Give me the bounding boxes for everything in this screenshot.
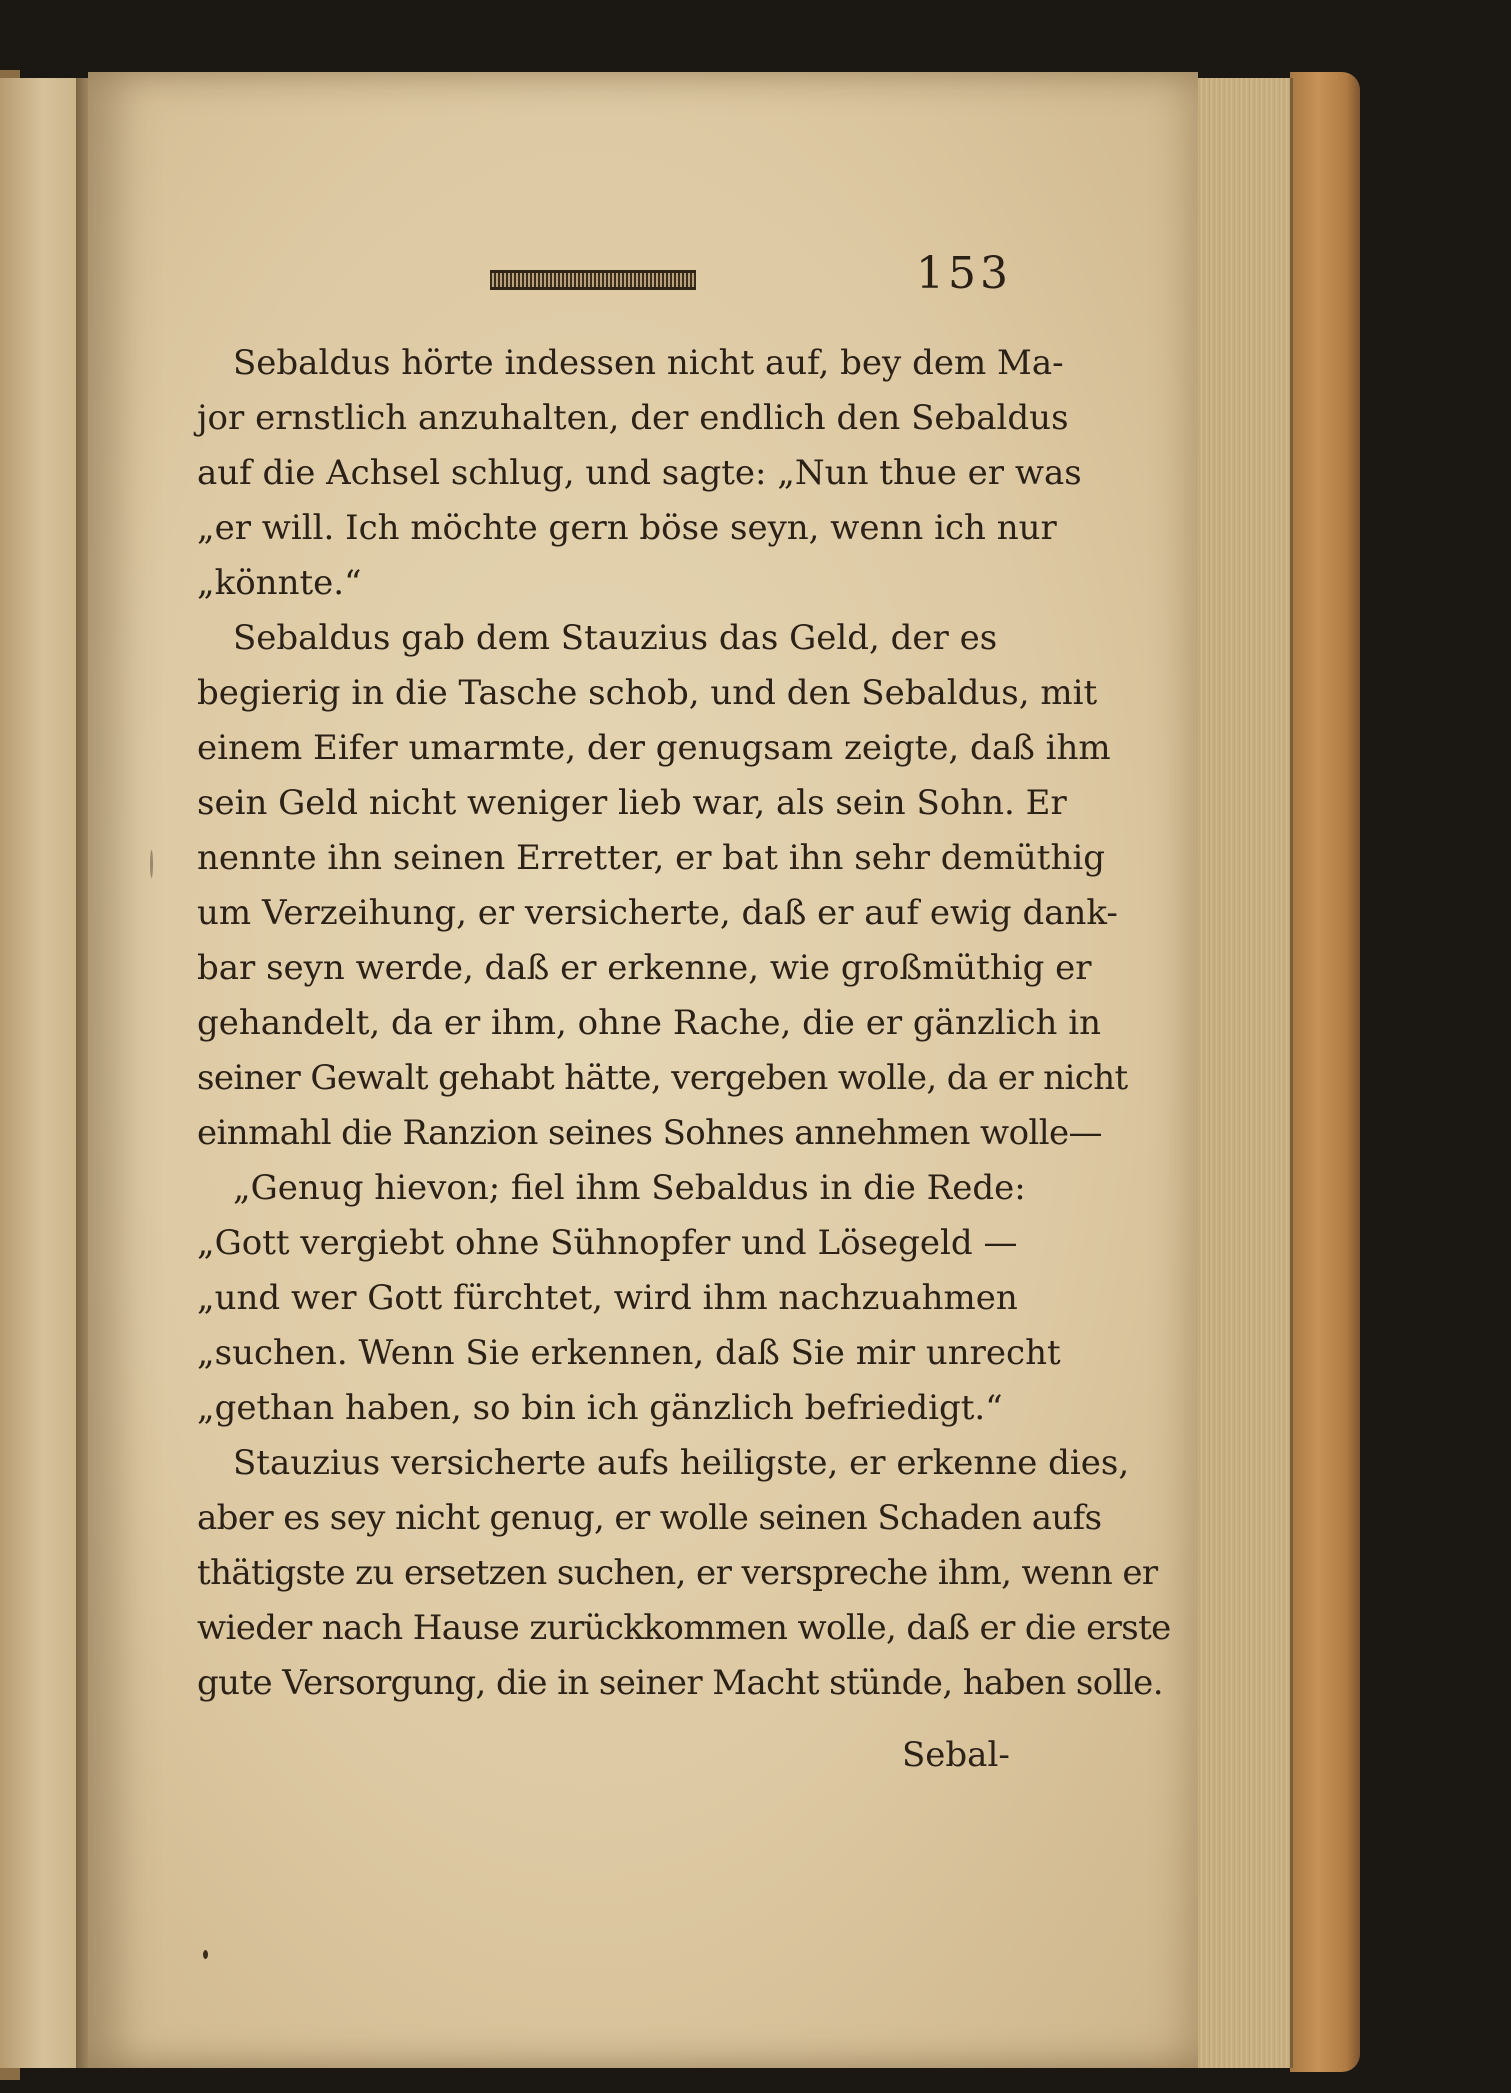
text-line: auf die Achsel schlug, und sagte: „Nun thue er was bbox=[197, 453, 1082, 493]
text-line: „könnte.“ bbox=[197, 563, 362, 603]
text-line: jor ernstlich anzuhalten, der endlich den Sebaldus bbox=[197, 398, 1069, 438]
text-line: thätigste zu ersetzen suchen, er verspreche ihm, wenn er bbox=[197, 1553, 1158, 1593]
text-line: „und wer Gott fürchtet, wird ihm nachzuahmen bbox=[197, 1278, 1018, 1318]
text-line: wieder nach Hause zurückkommen wolle, daß er die erste bbox=[197, 1608, 1171, 1648]
text-line: einem Eifer umarmte, der genugsam zeigte, daß ihm bbox=[197, 728, 1111, 768]
text-line: „suchen. Wenn Sie erkennen, daß Sie mir unrecht bbox=[197, 1333, 1061, 1373]
text-line: „er will. Ich möchte gern böse seyn, wenn ich nur bbox=[197, 508, 1057, 548]
text-line: „Genug hievon; fiel ihm Sebaldus in die Rede: bbox=[233, 1168, 1026, 1208]
text-line: Sebaldus gab dem Stauzius das Geld, der es bbox=[233, 618, 998, 658]
page-edges bbox=[1198, 78, 1293, 2068]
text-line: „Gott vergiebt ohne Sühnopfer und Lösegeld — bbox=[197, 1223, 1018, 1263]
text-line: nennte ihn seinen Erretter, er bat ihn sehr demüthig bbox=[197, 838, 1105, 878]
text-line: Sebaldus hörte indessen nicht auf, bey dem Ma- bbox=[233, 343, 1064, 383]
text-line: einmahl die Ranzion seines Sohnes annehmen wolle— bbox=[197, 1113, 1102, 1153]
catchword: Sebal- bbox=[902, 1735, 1010, 1775]
text-line: gute Versorgung, die in seiner Macht stünde, haben solle. bbox=[197, 1663, 1163, 1703]
text-line: bar seyn werde, daß er erkenne, wie großmüthig er bbox=[197, 948, 1092, 988]
ink-fleck bbox=[203, 1950, 208, 1959]
text-line: „gethan haben, so bin ich gänzlich befriedigt.“ bbox=[197, 1388, 1003, 1428]
text-line: gehandelt, da er ihm, ohne Rache, die er gänzlich in bbox=[197, 1003, 1102, 1043]
text-line: sein Geld nicht weniger lieb war, als sein Sohn. Er bbox=[197, 783, 1067, 823]
book-cover-edge bbox=[1290, 72, 1360, 2072]
text-line: seiner Gewalt gehabt hätte, vergeben wolle, da er nicht bbox=[197, 1058, 1128, 1098]
body-text bbox=[197, 336, 1171, 1711]
text-line: aber es sey nicht genug, er wolle seinen Schaden aufs bbox=[197, 1498, 1102, 1538]
header-rule bbox=[490, 270, 696, 290]
left-page-margin bbox=[0, 78, 80, 2068]
text-line: begierig in die Tasche schob, und den Sebaldus, mit bbox=[197, 673, 1098, 713]
text-line: Stauzius versicherte aufs heiligste, er erkenne dies, bbox=[233, 1443, 1130, 1483]
ink-fleck bbox=[150, 850, 153, 878]
text-line: um Verzeihung, er versicherte, daß er auf ewig dank- bbox=[197, 893, 1118, 933]
page-number: 153 bbox=[916, 248, 1012, 299]
